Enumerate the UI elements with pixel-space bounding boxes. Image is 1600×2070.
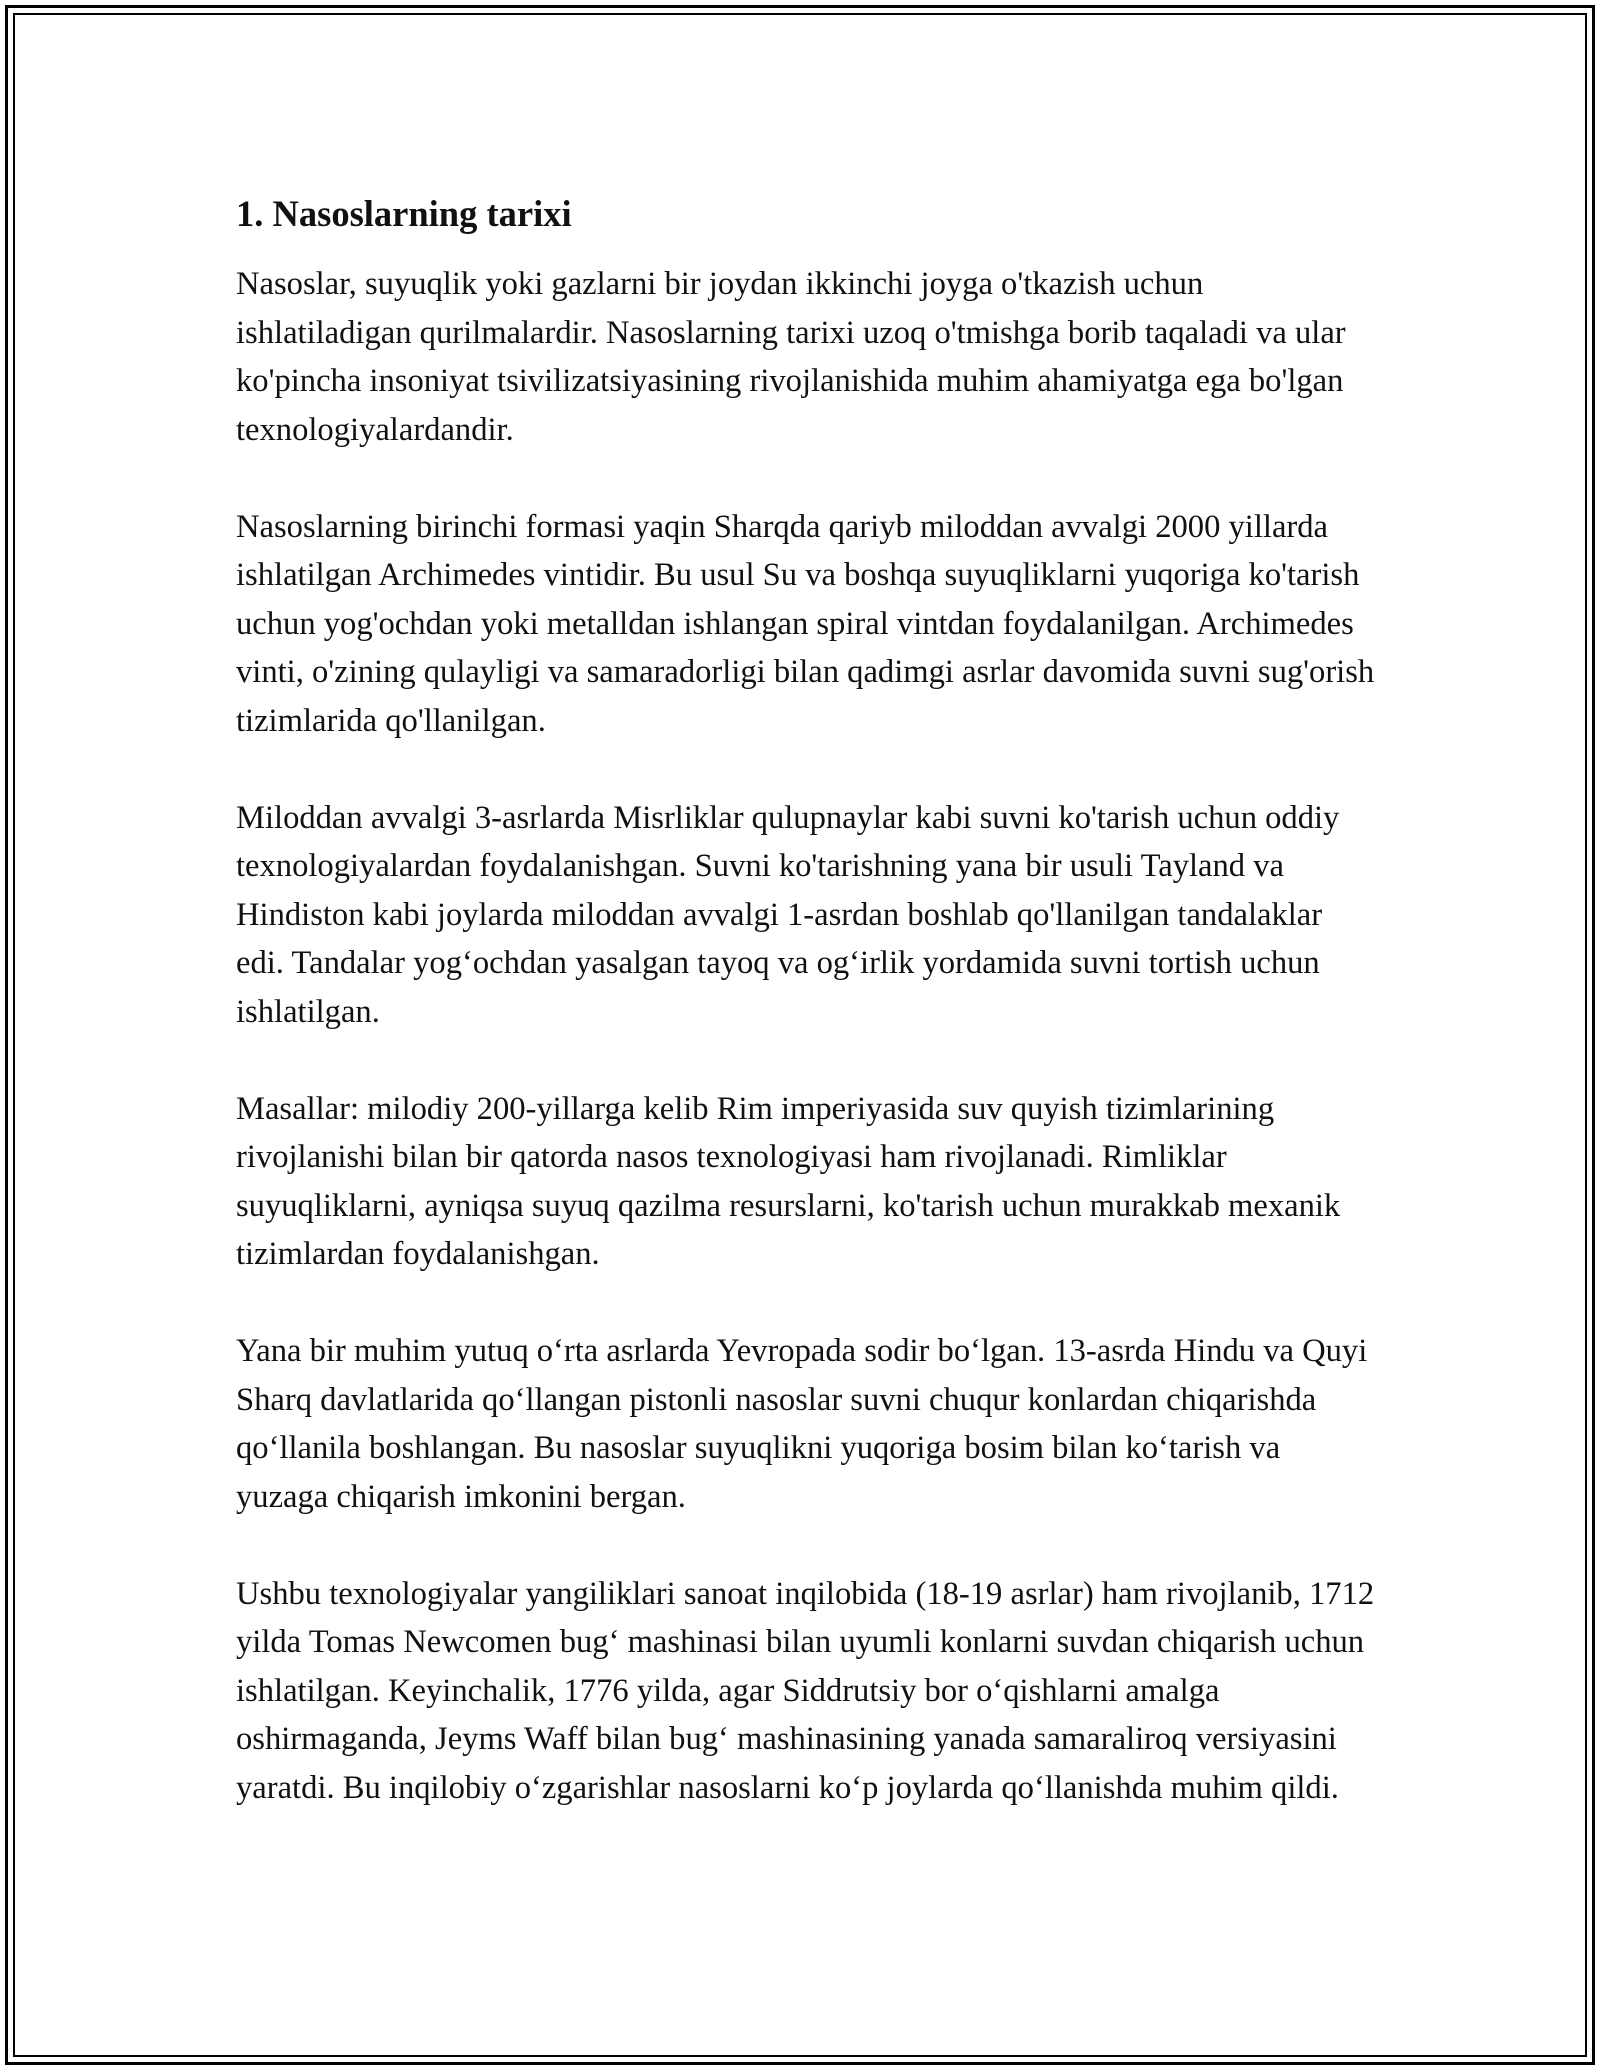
paragraph-1: Nasoslar, suyuqlik yoki gazlarni bir joydan ikkinchi joyga o'tkazish uchun ishlatiladigan qurilmalardir. Nasoslarning tarixi uzoq o'tmishga borib taqaladi va ular ko'pincha insoniyat tsivilizatsiyasining rivojlanishida muhim ahamiyatga ega bo'lgan texnologiyalardandir. xyxy=(236,266,1346,448)
paragraph-6: Ushbu texnologiyalar yangiliklari sanoat inqilobida (18-19 asrlar) ham rivojlanib, 1712 yilda Tomas Newcomen bug‘ mashinasi bilan uyumli konlarni suvdan chiqarish uchun ishlatilgan. Keyinchalik, 1776 yilda, agar Siddrutsiy bor o‘qishlarni amalga oshirmaganda, Jeyms Waff bilan bug‘ mashinasining yanada samaraliroq versiyasini yaratdi. Bu inqilobiy o‘zgarishlar nasoslarni ko‘p joylarda qo‘llanishda muhim qildi. xyxy=(236,1575,1375,1806)
paragraph-5: Yana bir muhim yutuq o‘rta asrlarda Yevropada sodir bo‘lgan. 13-asrda Hindu va Quyi Sharq davlatlarida qo‘llangan pistonli nasoslar suvni chuqur konlardan chiqarishda qo‘llanila boshlangan. Bu nasoslar suyuqlikni yuqoriga bosim bilan ko‘tarish va yuzaga chiqarish imkonini bergan. xyxy=(236,1333,1368,1515)
paragraph-4: Masallar: milodiy 200-yillarga kelib Rim imperiyasida suv quyish tizimlarining rivojlanishi bilan bir qatorda nasos texnologiyasi ham rivojlanadi. Rimliklar suyuqliklarni, ayniqsa suyuq qazilma resurslarni, ko'tarish uchun murakkab mexanik tizimlardan foydalanishgan. xyxy=(236,1090,1341,1272)
paragraph-2: Nasoslarning birinchi formasi yaqin Sharqda qariyb miloddan avvalgi 2000 yillarda ishlatilgan Archimedes vintidir. Bu usul Su va boshqa suyuqliklarni yuqoriga ko'tarish uchun yog'ochdan yoki metalldan ishlangan spiral vintdan foydalanilgan. Archimedes vinti, o'zining qulayligi va samaradorligi bilan qadimgi asrlar davomida suvni sug'orish tizimlarida qo'llanilgan. xyxy=(236,508,1375,739)
document-body xyxy=(236,186,1376,1861)
paragraph-3: Miloddan avvalgi 3-asrlarda Misrliklar qulupnaylar kabi suvni ko'tarish uchun oddiy texnologiyalardan foydalanishgan. Suvni ko'tarishning yana bir usuli Tayland va Hindiston kabi joylarda miloddan avvalgi 1-asrdan boshlab qo'llanilgan tandalaklar edi. Tandalar yog‘ochdan yasalgan tayoq va og‘irlik yordamida suvni tortish uchun ishlatilgan. xyxy=(236,799,1340,1030)
section-heading: 1. Nasoslarning tarixi xyxy=(236,193,572,234)
